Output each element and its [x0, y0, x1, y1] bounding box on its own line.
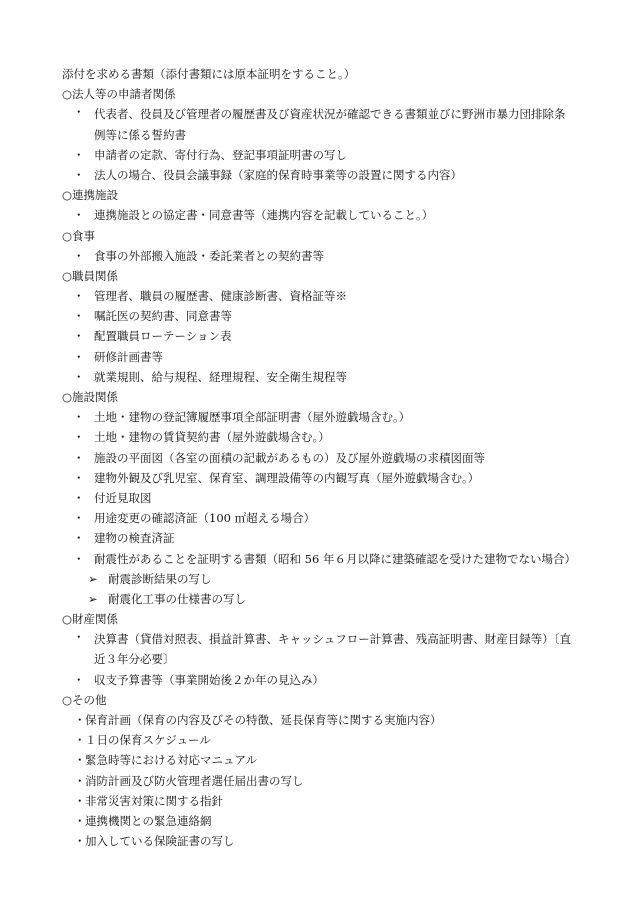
- list-item-text: 緊急時等における対応マニュアル: [85, 753, 258, 768]
- list-item-text: 消防計画及び防火管理者選任届出書の写し: [85, 773, 304, 788]
- list-item: [62, 508, 582, 528]
- list-item-text: 非常災害対策に関する指針: [85, 793, 223, 808]
- bullet-icon: ・: [73, 147, 85, 162]
- bullet-icon: ・: [74, 793, 86, 808]
- list-item-text: 連携機関との緊急連絡網: [85, 813, 212, 828]
- bullet-icon: ・: [73, 309, 85, 324]
- list-item: [62, 367, 582, 387]
- list-item: [62, 145, 582, 165]
- list-item: [62, 488, 582, 508]
- sub-list-item: [62, 589, 582, 609]
- list-item-text: 用途変更の確認済証（100 ㎡超える場合）: [94, 511, 316, 526]
- list-item-text: 建物外観及び乳児室、保育室、調理設備等の内観写真（屋外遊戯場含む。）: [94, 470, 480, 485]
- bullet-icon: ・: [73, 410, 85, 425]
- list-item-text: 連携施設との協定書・同意書等（連携内容を記載していること。）: [94, 208, 434, 223]
- bullet-icon: ・: [73, 551, 85, 566]
- list-item-text: 食事の外部搬入施設・委託業者との契約書等: [94, 248, 324, 263]
- section-heading-meals: ○食事: [62, 228, 96, 243]
- list-item: [62, 306, 582, 326]
- bullet-icon: ・: [73, 208, 85, 223]
- section-heading-other: ○その他: [62, 692, 107, 707]
- list-item-text: １日の保育スケジュール: [85, 733, 211, 748]
- list-item-text: 就業規則、給与規程、経理規程、安全衛生規程等: [94, 369, 347, 384]
- list-item-text: 保育計画（保育の内容及びその特徴、延長保育等に関する実施内容）: [85, 713, 442, 728]
- bullet-icon: ・: [73, 289, 85, 304]
- list-item: [62, 347, 582, 367]
- section-heading-facility: ○施設関係: [62, 390, 119, 405]
- list-item: [62, 549, 582, 569]
- bullet-icon: ・: [73, 105, 85, 120]
- section-heading-partner-facility: ○連携施設: [62, 188, 119, 203]
- list-item: [62, 104, 582, 144]
- document-content: [62, 64, 582, 851]
- bullet-icon: ・: [73, 167, 85, 182]
- sub-list-item-text: 耐震診断結果の写し: [108, 571, 212, 586]
- list-item-text: 耐震性があることを証明する書類（昭和 56 年６月以降に建築確認を受けた建物でない場合）: [94, 551, 576, 566]
- document-title: 添付を求める書類（添付書類には原本証明をすること。）: [62, 67, 356, 81]
- section-heading-finance: ○財産関係: [62, 612, 119, 627]
- bullet-icon: ・: [74, 753, 86, 768]
- list-item-text: 配置職員ローテーション表: [94, 329, 232, 344]
- list-item-text: 収支予算書等（事業開始後２か年の見込み）: [94, 672, 324, 687]
- list-item: [62, 165, 582, 185]
- arrow-bullet-icon: ➢: [88, 571, 98, 586]
- bullet-icon: ・: [73, 248, 85, 263]
- list-item: [62, 286, 582, 306]
- list-item-text: 嘱託医の契約書、同意書等: [94, 309, 232, 324]
- sub-list-item-text: 耐震化工事の仕様書の写し: [108, 591, 246, 606]
- bullet-icon: ・: [74, 813, 86, 828]
- list-item: [62, 750, 582, 770]
- bullet-icon: ・: [73, 511, 85, 526]
- list-item: [62, 831, 582, 851]
- list-item: [62, 811, 582, 831]
- list-item-text: 施設の平面図（各室の面積の記載があるもの）及び屋外遊戯場の求積図面等: [94, 450, 485, 465]
- list-item: [62, 326, 582, 346]
- bullet-icon: ・: [73, 470, 85, 485]
- list-item: [62, 771, 582, 791]
- list-item: [62, 407, 582, 427]
- list-item-text: 加入している保険証書の写し: [85, 834, 235, 849]
- list-item-text: 付近見取図: [94, 490, 152, 505]
- list-item-text: 法人の場合、役員会議事録（家庭的保育時事業等の設置に関する内容）: [94, 167, 462, 182]
- bullet-icon: ・: [73, 329, 85, 344]
- bullet-icon: ・: [73, 672, 85, 687]
- list-item: [62, 246, 582, 266]
- list-item: [62, 629, 582, 669]
- bullet-icon: ・: [73, 369, 85, 384]
- bullet-icon: ・: [74, 773, 86, 788]
- list-item-text: 管理者、職員の履歴書、健康診断書、資格証等※: [94, 289, 347, 304]
- list-item: [62, 528, 582, 548]
- bullet-icon: ・: [74, 713, 86, 728]
- list-item-text: 建物の検査済証: [94, 531, 175, 546]
- list-item: [62, 205, 582, 225]
- bullet-icon: ・: [73, 630, 85, 645]
- bullet-icon: ・: [73, 430, 85, 445]
- bullet-icon: ・: [73, 450, 85, 465]
- bullet-icon: ・: [74, 834, 86, 849]
- list-item: [62, 427, 582, 447]
- bullet-icon: ・: [73, 531, 85, 546]
- list-item-text: 申請者の定款、寄付行為、登記事項証明書の写し: [94, 147, 347, 162]
- sub-list-item: [62, 569, 582, 589]
- list-item-text: 土地・建物の賃貸契約書（屋外遊戯場含む。）: [94, 430, 330, 445]
- list-item-text: 土地・建物の登記簿履歴事項全部証明書（屋外遊戯場含む。）: [94, 410, 411, 425]
- list-item-text: 研修計画書等: [94, 349, 163, 364]
- list-item: [62, 730, 582, 750]
- section-heading-applicant: ○法人等の申請者関係: [62, 87, 176, 102]
- list-item: [62, 448, 582, 468]
- list-item: [62, 468, 582, 488]
- list-item: [62, 670, 582, 690]
- list-item-text: 決算書（貸借対照表、損益計算書、キャッシュフロー計算書、残高証明書、財産目録等）〔直近３年分必要〕: [94, 632, 572, 667]
- list-item: [62, 710, 582, 730]
- list-item-text: 代表者、役員及び管理者の履歴書及び資産状況が確認できる書類並びに野洲市暴力団排除条例等に係る誓約書: [94, 107, 566, 142]
- arrow-bullet-icon: ➢: [88, 591, 98, 606]
- section-heading-staff: ○職員関係: [62, 268, 119, 283]
- list-item: [62, 791, 582, 811]
- bullet-icon: ・: [73, 490, 85, 505]
- bullet-icon: ・: [73, 349, 85, 364]
- bullet-icon: ・: [74, 733, 86, 748]
